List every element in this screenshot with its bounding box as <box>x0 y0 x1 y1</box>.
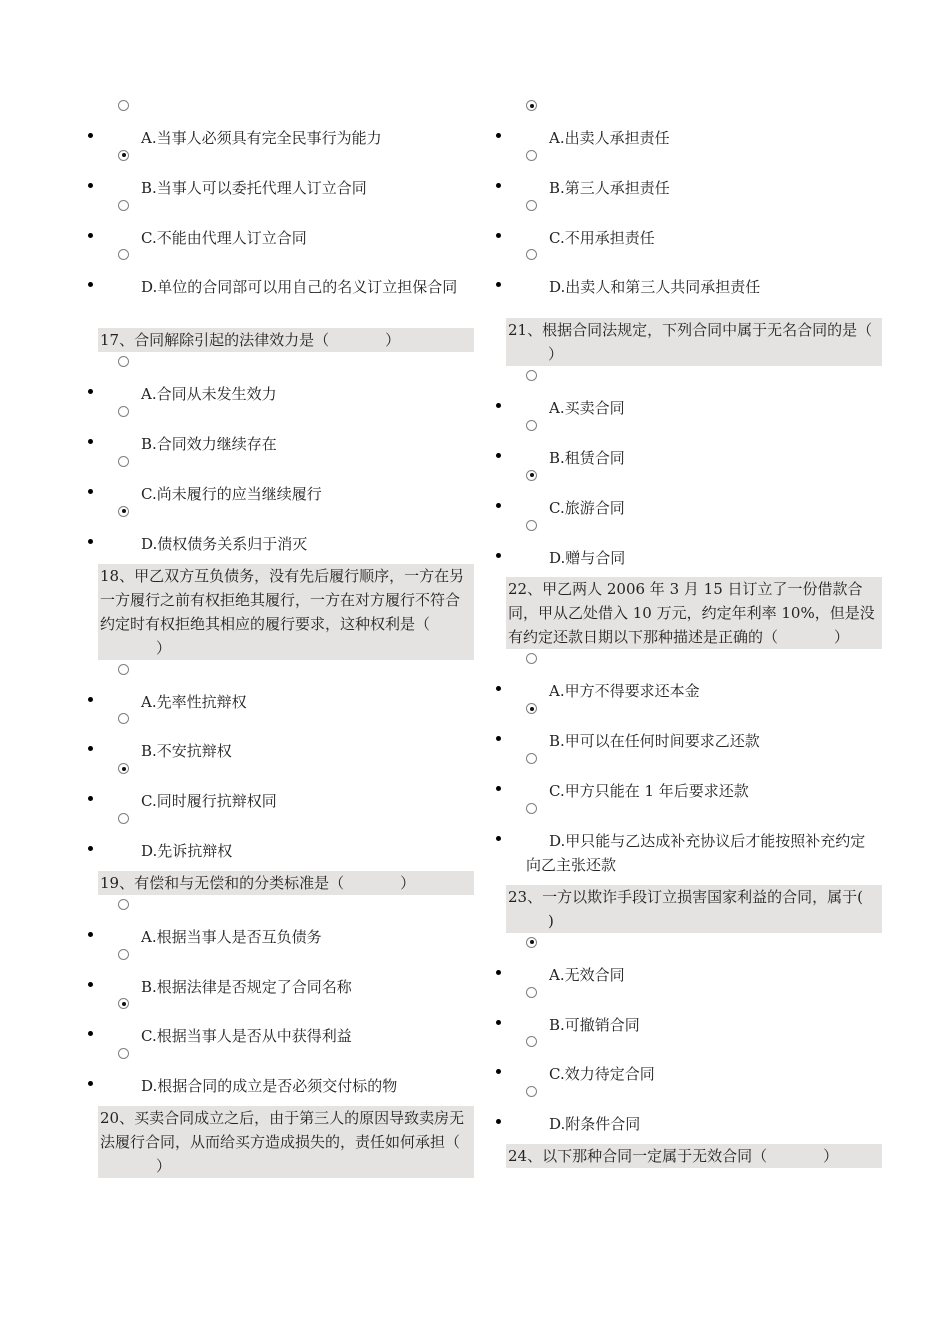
option-q23-a[interactable] <box>506 933 882 983</box>
option-label: C.旅游合同 <box>549 498 625 517</box>
option-label: A.当事人必须具有完全民事行为能力 <box>141 129 382 147</box>
radio-button-q17-b[interactable] <box>118 406 129 417</box>
option-label: A.根据当事人是否互负债务 <box>141 927 322 946</box>
option-q19-c[interactable] <box>98 994 474 1044</box>
radio-button-q16-c[interactable] <box>118 200 129 211</box>
option-q16-b[interactable] <box>98 146 474 196</box>
radio-button-q19-a[interactable] <box>118 899 129 910</box>
option-label: A.先率性抗辩权 <box>141 692 247 711</box>
question-close-paren: ） <box>400 873 416 892</box>
question-text: 24、以下那种合同一定属于无效合同（ <box>508 1146 768 1165</box>
radio-button-q18-d[interactable] <box>118 813 129 824</box>
option-label: B.租赁合同 <box>549 448 625 467</box>
option-label: D.单位的合同部可以用自己的名义订立担保合同 <box>141 278 458 297</box>
question-21 <box>506 318 882 366</box>
option-label: D.债权债务关系归于消灭 <box>141 534 308 553</box>
bullet-icon <box>88 796 93 801</box>
option-q17-a[interactable] <box>98 352 474 402</box>
option-q19-d[interactable] <box>98 1044 474 1094</box>
bullet-icon <box>88 282 93 287</box>
option-q16-d[interactable] <box>98 245 474 319</box>
option-q20-d[interactable] <box>506 245 882 295</box>
option-label: C.甲方只能在 1 年后要求还款 <box>549 781 749 800</box>
bullet-icon <box>88 539 93 544</box>
option-q21-c[interactable] <box>506 466 882 516</box>
option-label: C.不能由代理人订立合同 <box>141 228 307 247</box>
radio-button-q17-d[interactable] <box>118 506 129 517</box>
option-label: D.先诉抗辩权 <box>141 841 233 860</box>
option-q17-c[interactable] <box>98 452 474 502</box>
option-label: A.无效合同 <box>549 965 625 984</box>
option-q21-b[interactable] <box>506 416 882 466</box>
left-column <box>98 96 474 1178</box>
bullet-icon <box>88 1031 93 1036</box>
question-text: 18、甲乙双方互负债务，没有先后履行顺序，一方在另一方履行之前有权拒绝其履行，一方在对方履行不符合约定时有权拒绝其相应的履行要求，这种权利是（ <box>100 566 465 633</box>
bullet-icon <box>496 183 501 188</box>
option-label: C.同时履行抗辩权同 <box>141 792 277 811</box>
radio-button-q20-d[interactable] <box>526 249 537 260</box>
bullet-icon <box>496 1020 501 1025</box>
option-q18-d[interactable] <box>98 809 474 859</box>
radio-button-q21-b[interactable] <box>526 420 537 431</box>
option-q22-c[interactable] <box>506 749 882 799</box>
option-q20-c[interactable] <box>506 196 882 246</box>
bullet-icon <box>496 403 501 408</box>
option-label: C.尚未履行的应当继续履行 <box>141 484 322 503</box>
option-q18-c[interactable] <box>98 759 474 809</box>
bullet-icon <box>88 846 93 851</box>
bullet-icon <box>496 233 501 238</box>
bullet-icon <box>88 982 93 987</box>
option-label: D.出卖人和第三人共同承担责任 <box>549 278 761 297</box>
option-q18-b[interactable] <box>98 709 474 759</box>
bullet-icon <box>496 786 501 791</box>
question-close-paren: ） <box>548 345 564 364</box>
option-label: A.出卖人承担责任 <box>549 129 670 147</box>
bullet-icon <box>88 1081 93 1086</box>
question-text: 21、根据合同法规定，下列合同中属于无名合同的是（ <box>508 321 873 340</box>
option-q18-a[interactable] <box>98 660 474 710</box>
option-q20-a[interactable] <box>506 96 882 146</box>
question-close-paren: ） <box>156 638 172 657</box>
option-label: B.根据法律是否规定了合同名称 <box>141 977 352 996</box>
option-label: D.附条件合同 <box>549 1115 641 1134</box>
question-close-paren: ） <box>385 331 401 350</box>
option-label: D.赠与合同 <box>549 548 626 567</box>
question-text: 22、甲乙两人 2006 年 3 月 15 日订立了一份借款合同，甲从乙处借入 10 万元，约定年利率 10%，但是没有约定还款日期以下那种描述是正确的（ <box>508 580 875 647</box>
option-label: C.根据当事人是否从中获得利益 <box>141 1027 352 1046</box>
bullet-icon <box>88 697 93 702</box>
bullet-icon <box>88 233 93 238</box>
option-q22-a[interactable] <box>506 649 882 699</box>
option-q19-a[interactable] <box>98 895 474 945</box>
bullet-icon <box>496 553 501 558</box>
option-label: D.甲只能与乙达成补充协议后才能按照补充约定向乙主张还款 <box>526 831 866 874</box>
radio-button-q20-b[interactable] <box>526 150 537 161</box>
option-label: B.当事人可以委托代理人订立合同 <box>141 178 367 197</box>
radio-button-q16-a[interactable] <box>118 100 129 111</box>
option-label: B.不安抗辩权 <box>141 742 232 761</box>
question-18 <box>98 564 474 660</box>
radio-button-q19-d[interactable] <box>118 1048 129 1059</box>
radio-button-q22-b[interactable] <box>526 703 537 714</box>
question-text: 23、一方以欺诈手段订立损害国家利益的合同，属于( <box>508 887 863 906</box>
bullet-icon <box>496 1119 501 1124</box>
option-q22-d[interactable] <box>506 799 882 873</box>
radio-button-q21-d[interactable] <box>526 520 537 531</box>
option-q20-b[interactable] <box>506 146 882 196</box>
radio-button-q19-c[interactable] <box>118 998 129 1009</box>
bullet-icon <box>88 439 93 444</box>
radio-button-q22-d[interactable] <box>526 803 537 814</box>
bullet-icon <box>88 489 93 494</box>
radio-button-q23-b[interactable] <box>526 987 537 998</box>
radio-button-q18-a[interactable] <box>118 664 129 675</box>
option-q23-b[interactable] <box>506 983 882 1033</box>
radio-button-q18-c[interactable] <box>118 763 129 774</box>
bullet-icon <box>496 1069 501 1074</box>
option-label: A.买卖合同 <box>549 399 625 418</box>
option-label: A.甲方不得要求还本金 <box>549 682 700 701</box>
radio-button-q23-d[interactable] <box>526 1086 537 1097</box>
option-q17-d[interactable] <box>98 502 474 552</box>
question-close-paren: ) <box>548 911 554 930</box>
option-label: B.甲可以在任何时间要求乙还款 <box>549 732 760 751</box>
option-q16-a[interactable] <box>98 96 474 146</box>
right-column <box>506 96 882 1168</box>
question-text: 19、有偿和与无偿和的分类标准是（ <box>100 873 345 892</box>
question-close-paren: ） <box>823 1146 839 1165</box>
bullet-icon <box>496 970 501 975</box>
option-label: D.根据合同的成立是否必须交付标的物 <box>141 1077 398 1096</box>
bullet-icon <box>88 746 93 751</box>
option-label: C.不用承担责任 <box>549 228 655 247</box>
option-q19-b[interactable] <box>98 945 474 995</box>
question-text: 17、合同解除引起的法律效力是（ <box>100 331 330 350</box>
question-23 <box>506 885 882 933</box>
option-q16-c[interactable] <box>98 196 474 246</box>
question-close-paren: ） <box>834 628 850 647</box>
option-q22-b[interactable] <box>506 699 882 749</box>
radio-button-q22-a[interactable] <box>526 653 537 664</box>
radio-button-q19-b[interactable] <box>118 949 129 960</box>
option-q23-c[interactable] <box>506 1032 882 1082</box>
bullet-icon <box>496 836 501 841</box>
radio-button-q22-c[interactable] <box>526 753 537 764</box>
bullet-icon <box>496 282 501 287</box>
option-q17-b[interactable] <box>98 402 474 452</box>
bullet-icon <box>496 686 501 691</box>
option-label: B.合同效力继续存在 <box>141 435 277 454</box>
bullet-icon <box>88 183 93 188</box>
option-q23-d[interactable] <box>506 1082 882 1132</box>
radio-button-q18-b[interactable] <box>118 713 129 724</box>
radio-button-q20-a[interactable] <box>526 100 537 111</box>
question-close-paren: ） <box>156 1156 172 1175</box>
radio-button-q21-a[interactable] <box>526 370 537 381</box>
question-17 <box>98 328 474 352</box>
radio-button-q20-c[interactable] <box>526 200 537 211</box>
question-20 <box>98 1106 474 1178</box>
bullet-icon <box>88 932 93 937</box>
option-label: B.可撤销合同 <box>549 1015 640 1034</box>
bullet-icon <box>496 133 501 138</box>
question-text: 20、买卖合同成立之后，由于第三人的原因导致卖房无法履行合同，从而给买方造成损失的，责任如何承担（ <box>100 1108 465 1151</box>
option-q21-a[interactable] <box>506 366 882 416</box>
radio-button-q23-c[interactable] <box>526 1036 537 1047</box>
bullet-icon <box>88 133 93 138</box>
question-19 <box>98 871 474 895</box>
radio-button-q23-a[interactable] <box>526 937 537 948</box>
option-label: A.合同从未发生效力 <box>141 385 277 404</box>
radio-button-q16-b[interactable] <box>118 150 129 161</box>
bullet-icon <box>496 503 501 508</box>
bullet-icon <box>496 453 501 458</box>
option-q21-d[interactable] <box>506 516 882 566</box>
option-label: C.效力待定合同 <box>549 1065 655 1084</box>
question-22 <box>506 577 882 649</box>
radio-button-q21-c[interactable] <box>526 470 537 481</box>
option-label: B.第三人承担责任 <box>549 178 670 197</box>
question-24 <box>506 1144 882 1168</box>
radio-button-q17-a[interactable] <box>118 356 129 367</box>
radio-button-q17-c[interactable] <box>118 456 129 467</box>
bullet-icon <box>496 736 501 741</box>
radio-button-q16-d[interactable] <box>118 249 129 260</box>
bullet-icon <box>88 389 93 394</box>
